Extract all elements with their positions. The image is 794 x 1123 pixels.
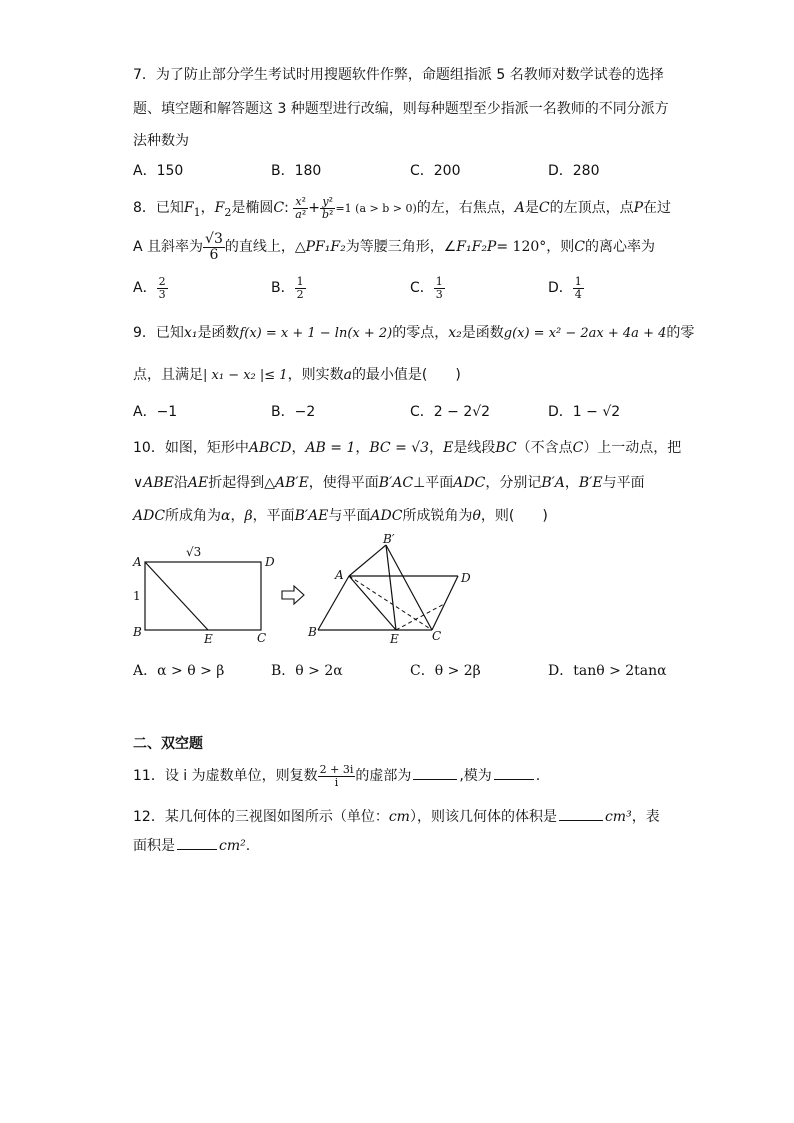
q9-option-b: B．−2 — [271, 404, 316, 420]
q10-option-c: C．θ > 2β — [410, 663, 481, 679]
right-label-c: C — [432, 629, 442, 643]
q7-line2: 题、填空题和解答题这 3 种题型进行改编，则每种题型至少指派一名教师的不同分派方 — [133, 101, 669, 117]
right-label-a: A — [335, 568, 344, 582]
q7-option-b: B．180 — [271, 163, 322, 179]
left-label-c: C — [257, 631, 267, 645]
q10-option-b: B．θ > 2α — [271, 663, 343, 679]
q9-line1: 9．已知x₁是函数f(x) = x + 1 − ln(x + 2)的零点，x₂是函数g(x) = x² − 2ax + 4a + 4的零 — [133, 325, 695, 341]
q11-blank-1 — [413, 778, 457, 780]
q9-option-c: C．2 − 2√2 — [410, 404, 491, 420]
q12-line2: 面积是 cm². — [133, 838, 251, 854]
folded-figure — [307, 532, 471, 646]
q7-option-d: D．280 — [548, 163, 600, 179]
q10-option-a: A．α > θ > β — [133, 663, 225, 679]
left-label-e: E — [204, 632, 213, 646]
right-label-b: B — [308, 625, 317, 639]
q12-blank-area — [177, 848, 217, 850]
q7-line1: 7．为了防止部分学生考试时用搜题软件作弊，命题组指派 5 名教师对数学试卷的选择 — [133, 67, 664, 83]
left-label-side: 1 — [133, 589, 141, 603]
q8-option-b: B． $\frac{1}{2}$ — [271, 275, 304, 301]
right-arrow-icon — [282, 586, 304, 604]
q10-option-d: D．tanθ > 2tanα — [548, 663, 667, 679]
q7-option-a: A．150 — [133, 163, 184, 179]
q8-option-c: C． $\frac{1}{3}$ — [410, 275, 443, 301]
right-label-bprime: B′ — [383, 532, 395, 546]
q12-blank-volume — [559, 819, 603, 821]
right-label-e: E — [390, 632, 399, 646]
q7-line3: 法种数为 — [133, 133, 189, 149]
q8-line2: A 且斜率为 $\frac{√3}{6}$ 的直线上，△PF₁F₂为等腰三角形，∠F₁F₂P= 120°，则C的离心率为 — [133, 231, 655, 263]
q8-option-d: D． $\frac{1}{4}$ — [548, 275, 582, 301]
q11-line: 11．设 i 为虚数单位，则复数 $\frac{2 + 3i}{i}$ 的虚部为 ,模为 . — [133, 763, 541, 789]
q8-option-a: A． $\frac{2}{3}$ — [133, 275, 166, 301]
q9-option-d: D．1 − √2 — [548, 404, 621, 420]
rectangle-abcd-figure — [132, 545, 275, 646]
q9-line2: 点，且满足| x₁ − x₂ |≤ 1，则实数a的最小值是( ) — [133, 367, 461, 383]
left-label-top: √3 — [186, 545, 202, 559]
q9-option-a: A．−1 — [133, 404, 178, 420]
q10-line1: 10．如图，矩形中ABCD，AB = 1，BC = √3，E是线段BC（不含点C）上一动点，把 — [133, 440, 682, 456]
q11-blank-2 — [494, 778, 534, 780]
left-label-a: A — [133, 555, 142, 569]
left-label-d: D — [265, 555, 275, 569]
q8-line1: 8．已知$F_1$，$F_2$是椭圆C: $\frac{\text{x²}}{\text{a²}}$ + $\frac{\text{y²}}{\text{b²}}$ =1 (a > b > 0)的左，右焦点，A是C的左顶点，点P在过 — [133, 195, 672, 221]
q10-line3: ADC所成角为α，β，平面B′AE与平面ADC所成锐角为θ，则( ) — [133, 508, 548, 524]
q10-line2: ∨ABE沿AE折起得到△AB′E，使得平面B′AC⊥平面ADC，分别记B′A，B′E与平面 — [133, 475, 645, 491]
q12-line1: 12．某几何体的三视图如图所示（单位：cm），则该几何体的体积是 cm³，表 — [133, 809, 660, 825]
left-label-b: B — [133, 625, 142, 639]
section-title: 二、双空题 — [133, 736, 203, 752]
q10-figure — [128, 532, 488, 648]
right-label-d: D — [461, 571, 471, 585]
q7-option-c: C．200 — [410, 163, 461, 179]
